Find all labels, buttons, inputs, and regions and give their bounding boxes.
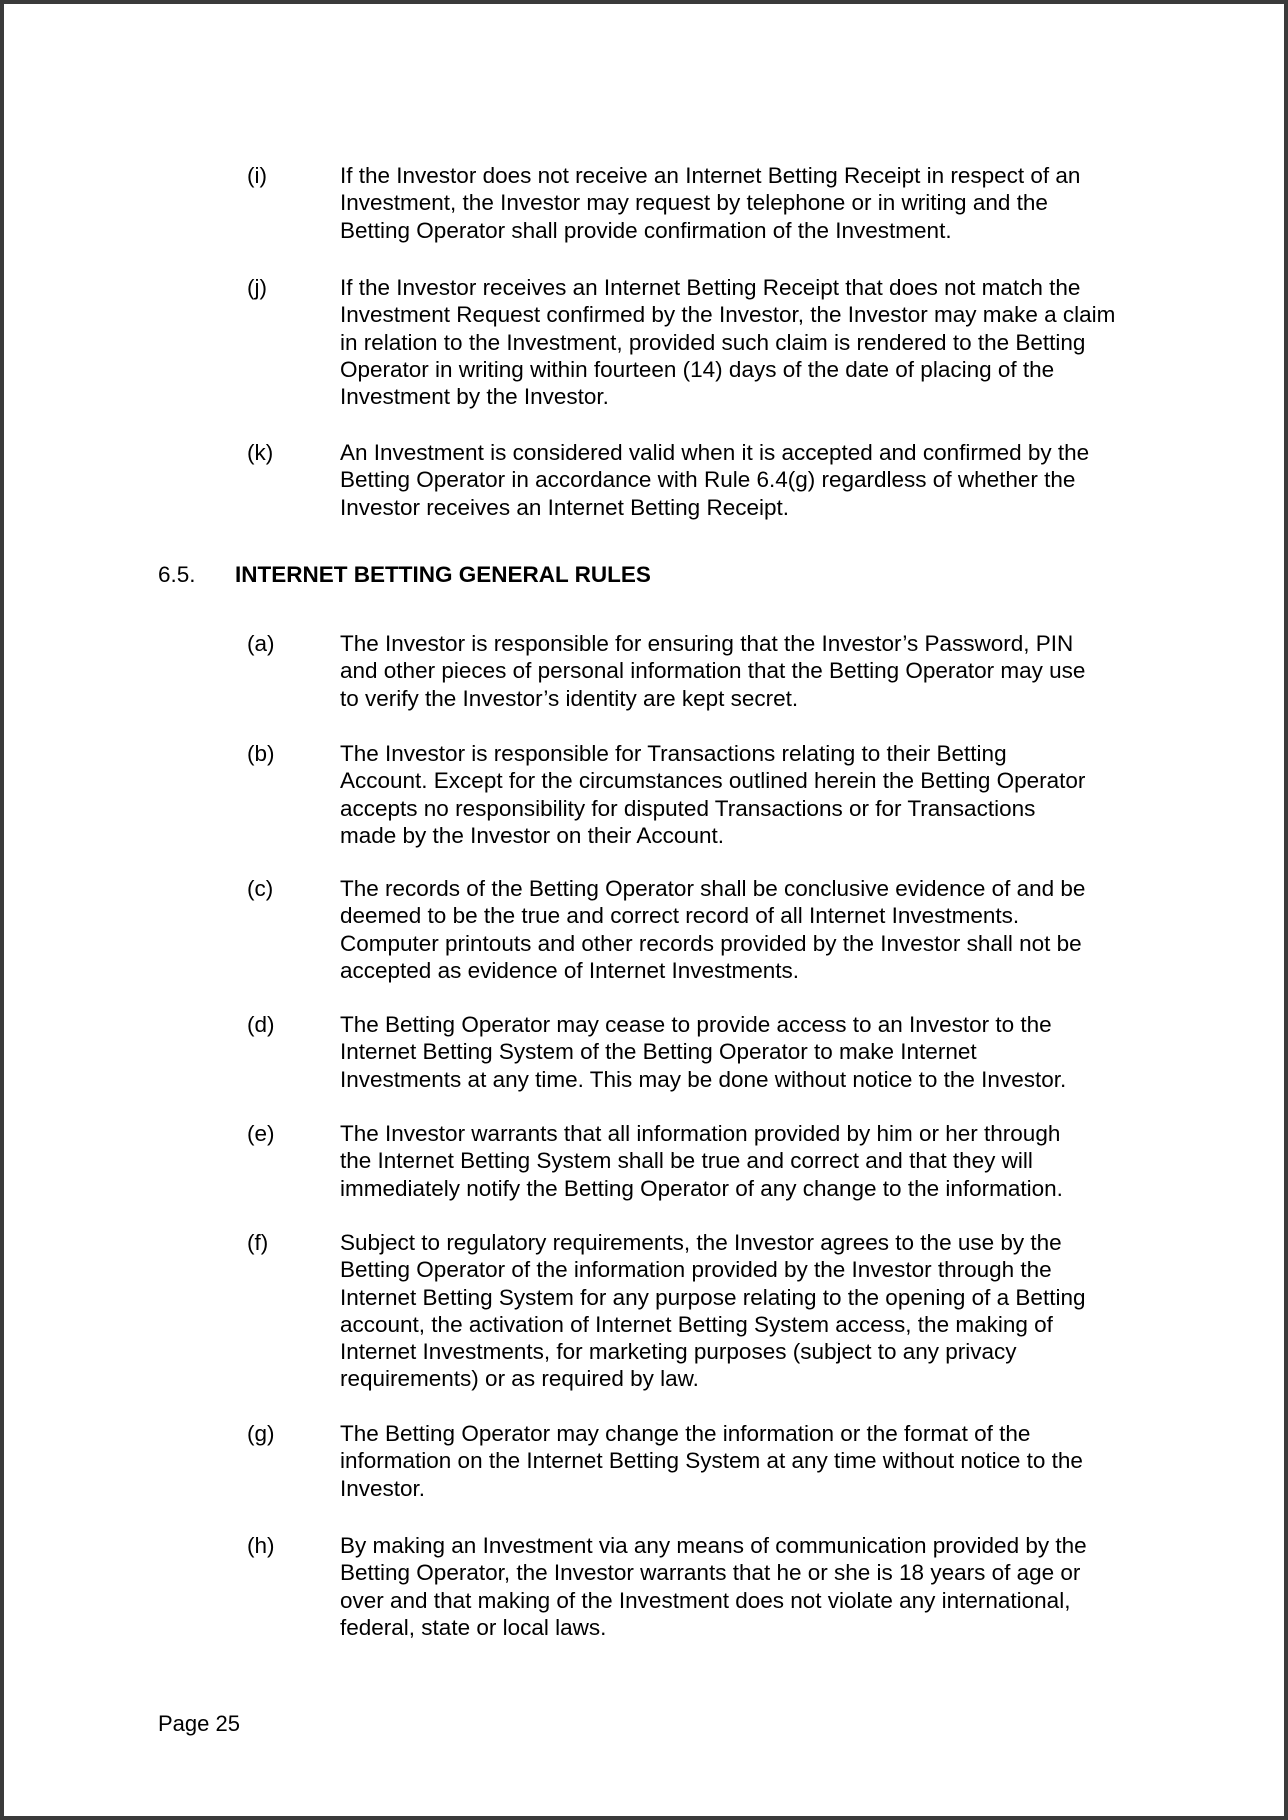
clause-marker: (b) xyxy=(247,741,275,766)
clause-line: The Investor is responsible for ensuring that the Investor’s Password, PIN xyxy=(340,631,1074,656)
clause-line: The Investor is responsible for Transactions relating to their Betting xyxy=(340,741,1007,766)
clause-line: in relation to the Investment, provided such claim is rendered to the Betting xyxy=(340,329,1086,355)
clause-text xyxy=(340,274,1140,410)
clause-text xyxy=(340,740,1140,849)
clause-line: If the Investor receives an Internet Betting Receipt that does not match the xyxy=(340,275,1081,300)
clause-marker: (g) xyxy=(247,1421,275,1446)
clause-line: information on the Internet Betting System at any time without notice to the xyxy=(340,1448,1083,1474)
clause-line: Investment by the Investor. xyxy=(340,384,609,410)
clause-line: requirements) or as required by law. xyxy=(340,1366,699,1392)
clause-line: The records of the Betting Operator shall be conclusive evidence of and be xyxy=(340,876,1086,901)
clause-line: immediately notify the Betting Operator of any change to the information. xyxy=(340,1175,1063,1201)
clause-line: Investor receives an Internet Betting Receipt. xyxy=(340,494,789,520)
clause-line: By making an Investment via any means of communication provided by the xyxy=(340,1533,1087,1558)
clause-line: deemed to be the true and correct record of all Internet Investments. xyxy=(340,903,1020,929)
clause-marker: (k) xyxy=(247,440,274,465)
clause-line: and other pieces of personal information that the Betting Operator may use xyxy=(340,658,1086,684)
clause-line: Betting Operator shall provide confirmation of the Investment. xyxy=(340,217,952,243)
clause-line: The Betting Operator may change the information or the format of the xyxy=(340,1421,1031,1446)
clause-line: the Internet Betting System shall be true and correct and that they will xyxy=(340,1148,1033,1174)
clause-line: If the Investor does not receive an Internet Betting Receipt in respect of an xyxy=(340,163,1081,188)
clause-line: to verify the Investor’s identity are kept secret. xyxy=(340,685,799,711)
clause-text xyxy=(340,630,1140,712)
clause-text xyxy=(340,875,1140,984)
clause-marker: (c) xyxy=(247,876,274,901)
clause-line: Betting Operator, the Investor warrants that he or she is 18 years of age or xyxy=(340,1560,1081,1586)
clause-line: Internet Investments, for marketing purposes (subject to any privacy xyxy=(340,1339,1017,1365)
clause-line: The Betting Operator may cease to provide access to an Investor to the xyxy=(340,1012,1052,1037)
clause-line: accepted as evidence of Internet Investments. xyxy=(340,957,800,983)
clause-line: account, the activation of Internet Betting System access, the making of xyxy=(340,1311,1053,1337)
clause-text xyxy=(340,162,1140,244)
clause-marker: (j) xyxy=(247,275,267,300)
clause-line: Investment Request confirmed by the Investor, the Investor may make a claim xyxy=(340,302,1116,328)
clause-line: Internet Betting System for any purpose relating to the opening of a Betting xyxy=(340,1284,1086,1310)
clause-marker: (f) xyxy=(247,1230,269,1255)
clause-line: Subject to regulatory requirements, the Investor agrees to the use by the xyxy=(340,1230,1062,1255)
clause-text xyxy=(340,1532,1140,1641)
section-number: 6.5. xyxy=(158,562,196,587)
clause-line: over and that making of the Investment does not violate any international, xyxy=(340,1587,1071,1613)
section-title: INTERNET BETTING GENERAL RULES xyxy=(235,562,651,587)
clause-line: The Investor warrants that all information provided by him or her through xyxy=(340,1121,1061,1146)
clause-text xyxy=(340,439,1140,521)
clause-marker: (d) xyxy=(247,1012,275,1037)
clause-line: accepts no responsibility for disputed Transactions or for Transactions xyxy=(340,795,1036,821)
clause-marker: (a) xyxy=(247,631,275,656)
clause-marker: (e) xyxy=(247,1121,275,1146)
clause-marker: (i) xyxy=(247,163,267,188)
clause-line: Investments at any time. This may be done without notice to the Investor. xyxy=(340,1066,1067,1092)
clause-line: An Investment is considered valid when it is accepted and confirmed by the xyxy=(340,440,1090,465)
clause-text xyxy=(340,1011,1140,1093)
clause-line: Betting Operator in accordance with Rule 6.4(g) regardless of whether the xyxy=(340,467,1076,493)
clause-marker: (h) xyxy=(247,1533,275,1558)
clause-line: Account. Except for the circumstances outlined herein the Betting Operator xyxy=(340,768,1086,794)
clause-text xyxy=(340,1420,1140,1502)
clause-line: Computer printouts and other records provided by the Investor shall not be xyxy=(340,930,1082,956)
clause-line: federal, state or local laws. xyxy=(340,1614,607,1640)
clause-line: Investment, the Investor may request by telephone or in writing and the xyxy=(340,190,1048,216)
clause-line: Internet Betting System of the Betting Operator to make Internet xyxy=(340,1039,977,1065)
clause-text xyxy=(340,1120,1140,1202)
page-number: Page 25 xyxy=(158,1711,240,1736)
clause-line: made by the Investor on their Account. xyxy=(340,822,724,848)
clause-text xyxy=(340,1229,1140,1393)
clause-line: Operator in writing within fourteen (14) days of the date of placing of the xyxy=(340,356,1055,382)
clause-line: Investor. xyxy=(340,1475,426,1501)
clause-line: Betting Operator of the information provided by the Investor through the xyxy=(340,1257,1052,1283)
